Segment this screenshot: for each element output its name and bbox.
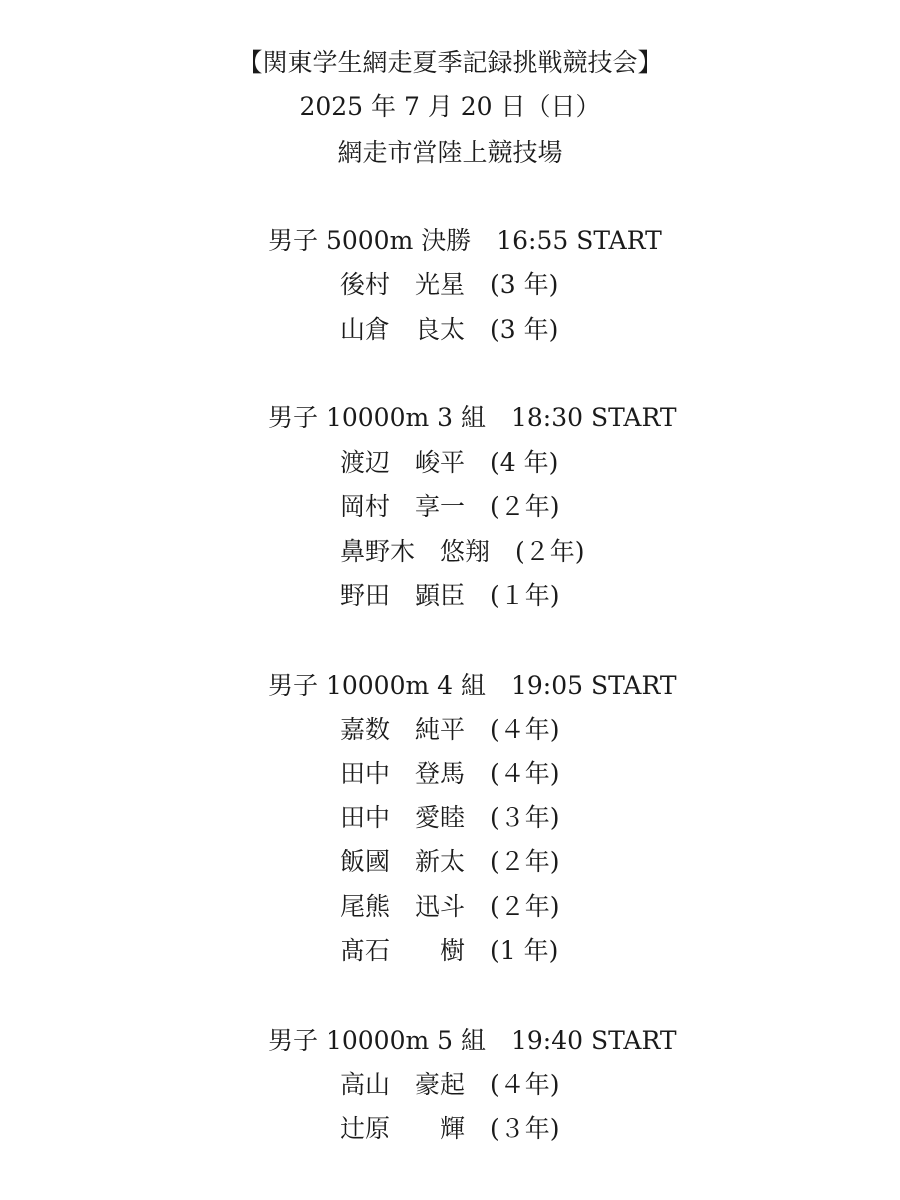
athlete-entry: 高山 豪起 (４年)	[340, 1070, 560, 1099]
event-title: 男子 10000m 5 組 19:40 START	[268, 1026, 677, 1055]
athlete-entry: 後村 光星 (3 年)	[340, 270, 559, 299]
meet-title: 【関東学生網走夏季記録挑戦競技会】	[237, 48, 663, 77]
athlete-entry: 尾熊 迅斗 (２年)	[340, 892, 560, 921]
athlete-entry: 田中 愛睦 (３年)	[340, 803, 560, 832]
athlete-entry: 飯國 新太 (２年)	[340, 847, 560, 876]
athlete-entry: 辻原 輝 (３年)	[340, 1114, 560, 1143]
athlete-entry: 野田 顕臣 (１年)	[340, 581, 560, 610]
event-title: 男子 5000m 決勝 16:55 START	[268, 226, 662, 255]
athlete-entry: 岡村 享一 (２年)	[340, 492, 560, 521]
event-title: 男子 10000m 3 組 18:30 START	[268, 403, 677, 432]
meet-venue: 網走市営陸上競技場	[337, 138, 563, 167]
athlete-entry: 髙石 樹 (1 年)	[340, 936, 559, 965]
athlete-entry: 嘉数 純平 (４年)	[340, 715, 560, 744]
athlete-entry: 鼻野木 悠翔 (２年)	[340, 537, 585, 566]
athlete-entry: 渡辺 峻平 (4 年)	[340, 448, 559, 477]
meet-date: 2025 年 7 月 20 日（日）	[299, 92, 601, 121]
athlete-entry: 山倉 良太 (3 年)	[340, 315, 559, 344]
event-title: 男子 10000m 4 組 19:05 START	[268, 671, 677, 700]
athlete-entry: 田中 登馬 (４年)	[340, 759, 560, 788]
